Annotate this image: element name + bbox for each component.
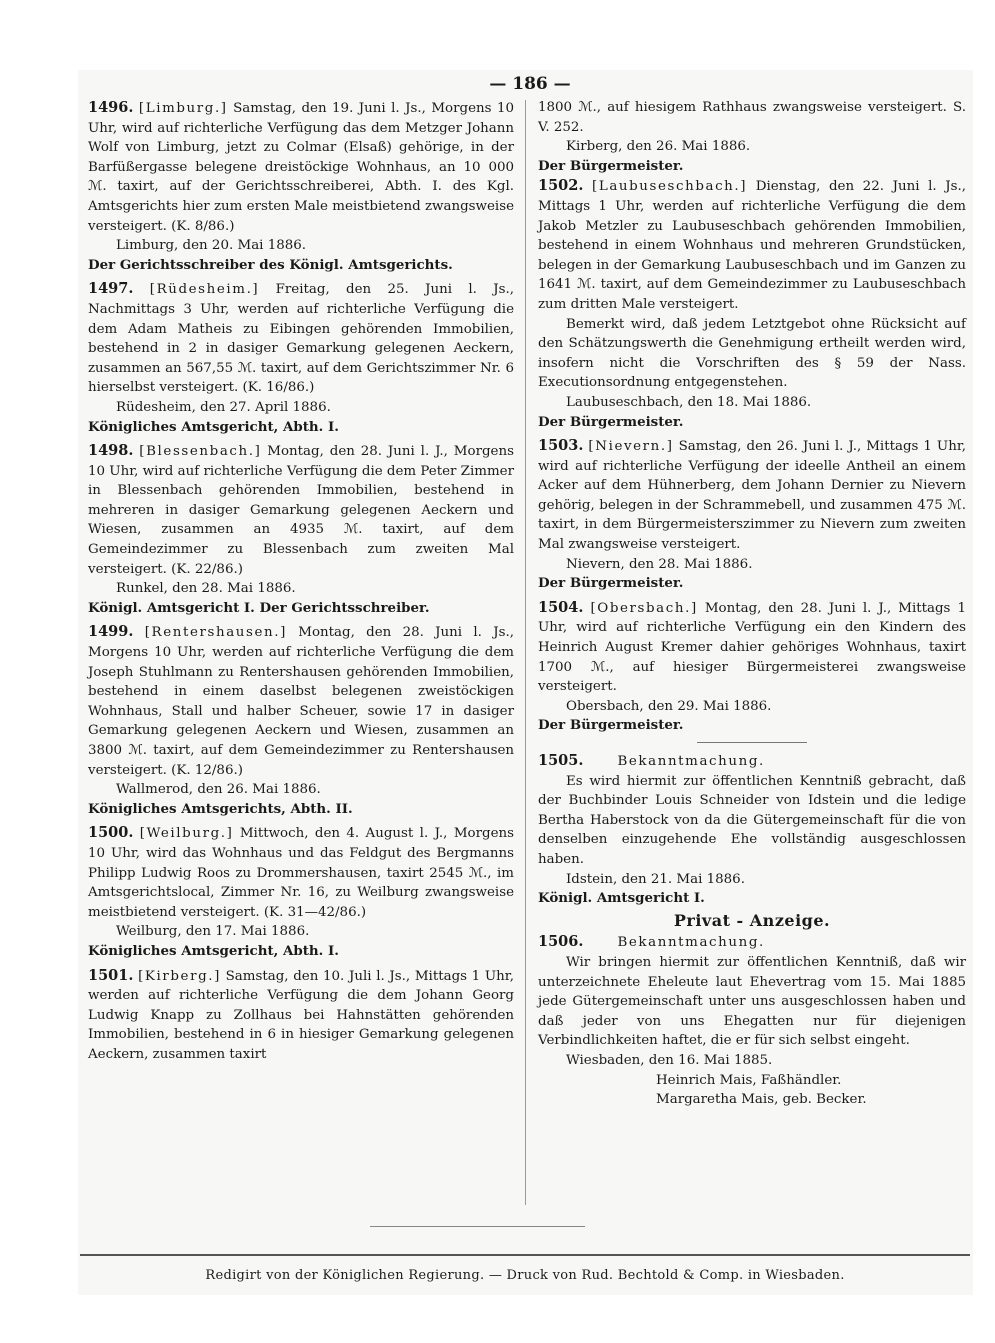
notice-place-date: Idstein, den 21. Mai 1886. [566,871,745,887]
notice-1503 [538,436,966,594]
notice-1506 [538,932,966,1109]
notice-place: [Rüdesheim.] [149,282,260,298]
notice-place-date: Limburg, den 20. Mai 1886. [116,238,307,254]
notice-text: Mittwoch, den 4. August l. J., Morgens 10 Uhr, wird das Wohnhaus und das Feldgut des Bergmanns Philipp Ludwig Roos zu Drommershausen, taxirt 2545 ℳ., im Amtsgerichtslocal, Zimmer Nr. 16, zu Weilburg zwangsweise meistbietend versteigert. (K. 31—42/86.) [88,826,514,920]
notice-text: Montag, den 28. Juni l. J., Morgens 10 Uhr, wird auf richterliche Verfügung die dem Peter Zimmer in Blessenbach gehörenden Immobilien, bestehend in mehreren in dasiger Gemarkung gelegenen Aeckern und Wiesen, zusammen an 4935 ℳ. taxirt, auf dem Gemeindezimmer zu Blessenbach zum zweiten Mal versteigert. (K. 22/86.) [88,444,514,577]
notice-text: Es wird hiermit zur öffentlichen Kenntniß gebracht, daß der Buchbinder Louis Schneider von Idstein und die ledige Bertha Haberstock von da die Gütergemeinschaft für die von denselben einzugehende Ehe vollständig ausgeschlossen haben. [538,773,966,867]
notice-text: Montag, den 28. Juni l. J., Mittags 1 Uhr, wird auf richterliche Verfügung ein den Kindern des Heinrich August Kremer dahier gehöriges Wohnhaus, taxirt 1700 ℳ., auf hiesiger Bürgermeisterei zwangsweise versteigert. [538,600,966,695]
signer-name: Margaretha Mais, geb. Becker. [656,1092,867,1108]
notice-1502 [538,176,966,432]
notice-remark: Bemerkt wird, daß jedem Letztgebot ohne Rücksicht auf den Schätzungswerth die Genehmigung ertheilt werden wird, insofern nicht die Vorschriften des § 59 der Nass. Executionsordnung entgegenstehen. [538,316,966,391]
notice-place: [Laubuseschbach.] [592,179,748,195]
footer-short-rule [370,1226,585,1227]
notice-1496 [88,98,514,275]
notice-number: 1498. [88,442,134,460]
notice-number: 1499. [88,623,134,641]
footer-rule [80,1254,970,1256]
notice-number: 1496. [88,99,134,116]
notice-place: [Nievern.] [588,439,674,455]
notice-number: 1500. [88,824,134,842]
notice-number: 1501. [88,966,134,984]
notice-heading: Bekanntmachung. [617,754,765,769]
notice-signature: Der Bürgermeister. [538,717,684,734]
page-number: — 186 — [489,74,571,94]
notice-number: 1505. [538,752,584,769]
footer-imprint: Redigirt von der Königlichen Regierung. — Druck von Rud. Bechtold & Comp. in Wiesbaden. [205,1268,845,1283]
notice-place-date: Laubuseschbach, den 18. Mai 1886. [566,394,812,410]
notice-place-date: Runkel, den 28. Mai 1886. [116,581,296,597]
notice-1505 [538,751,966,909]
notice-text: Montag, den 28. Juni l. Js., Morgens 10 Uhr, werden auf richterliche Verfügung die dem Joseph Stuhlmann zu Rentershausen gehörenden Immobilien, bestehend in einem daselbst belegenen zweistöckigen Wohnhaus, Stall und halber Scheuer, sowie 17 in dasiger Gemarkung gelegenen Aeckern und Wiesen, zusammen an 3800 ℳ. taxirt, auf dem Gemeindezimmer zu Rentershausen versteigert. (K. 12/86.) [88,625,515,778]
notice-place-date: Obersbach, den 29. Mai 1886. [566,698,772,714]
notice-text: Wir bringen hiermit zur öffentlichen Kenntniß, daß wir unterzeichnete Eheleute laut Ehevertrag vom 15. Mai 1885 jede Gütergemeinschaft unter uns ausgeschlossen haben und daß jeder von uns Ehegatten nur für diejenigen Verbindlichkeiten haftet, die er für sich selbst eingeht. [538,954,966,1049]
notice-1498 [88,441,514,618]
notice-signature: Der Bürgermeister. [538,413,684,430]
notice-1501 [88,966,514,1065]
notice-place-date: Rüdesheim, den 27. April 1886. [116,399,331,415]
notice-signature: Der Bürgermeister. [538,575,684,592]
notice-signature: Der Gerichtsschreiber des Königl. Amtsgerichts. [88,256,453,273]
notice-text: Samstag, den 26. Juni l. J., Mittags 1 Uhr, wird auf richterliche Verfügung der ideelle Antheil an einem Acker auf dem Hühnerberg, dem Johann Dernier zu Nievern gehörig, belegen in der Schrammebell, und zusammen 475 ℳ. taxirt, in dem Bürgermeisterszimmer zu Nievern zum zweiten Mal zwangsweise versteigert. [538,439,967,553]
column-divider [525,100,526,1205]
notice-text: 1800 ℳ., auf hiesigem Rathhaus zwangsweise versteigert. S. V. 252. [538,100,966,135]
notice-signature: Der Bürgermeister. [538,157,684,174]
notice-1497 [88,279,514,437]
notice-place: [Blessenbach.] [139,444,262,460]
notice-1500 [88,823,514,961]
notice-1499 [88,622,514,819]
notice-1504 [538,598,966,736]
notice-place-date: Kirberg, den 26. Mai 1886. [566,139,751,155]
notice-place: [Obersbach.] [590,600,698,616]
notice-place-date: Weilburg, den 17. Mai 1886. [116,924,310,940]
notice-number: 1503. [538,437,584,455]
notice-number: 1502. [538,177,584,195]
notice-text: Samstag, den 10. Juli l. Js., Mittags 1 Uhr, werden auf richterliche Verfügung die dem Johann Georg Ludwig Knapp zu Zollhaus bei Hahnstätten gehörenden Immobilien, bestehend in 6 in hiesiger Gemarkung gelegenen Aeckern, zusammen taxirt [88,968,514,1062]
right-column [538,98,966,1110]
notice-place: [Kirberg.] [138,968,221,984]
section-divider [697,742,807,743]
notice-place-date: Nievern, den 28. Mai 1886. [566,556,753,572]
notice-text: Freitag, den 25. Juni l. Js., Nachmittags 3 Uhr, werden auf richterliche Verfügung die dem Adam Matheis zu Eibingen gehörenden Immobilien, bestehend in 2 in dasiger Gemarkung gelegenen Aeckern, zusammen an 567,55 ℳ. taxirt, auf dem Gerichtszimmer Nr. 6 hierselbst versteigert. (K. 16/86.) [88,282,514,396]
signer-name: Heinrich Mais, Faßhändler. [656,1072,842,1088]
notice-signature: Königliches Amtsgericht, Abth. I. [88,942,339,959]
notice-number: 1506. [538,933,584,951]
notice-text: Dienstag, den 22. Juni l. Js., Mittags 1 Uhr, werden auf richterliche Verfügung die dem Jakob Metzler zu Laubuseschbach gehörenden Immobilien, bestehend in einem Wohnhaus und mehreren Grundstücken, belegen in der Gemarkung Laubuseschbach und im Ganzen zu 1641 ℳ. taxirt, auf dem Gemeindezimmer zu Laubuseschbach zum dritten Male versteigert. [538,179,966,312]
notice-place: [Weilburg.] [139,826,234,842]
notice-place-date: Wiesbaden, den 16. Mai 1885. [566,1052,773,1068]
notice-1501-continued [538,98,966,176]
notice-signature: Königl. Amtsgericht I. Der Gerichtsschreiber. [88,599,430,616]
notice-place-date: Wallmerod, den 26. Mai 1886. [116,782,321,798]
notice-signature: Königliches Amtsgerichts, Abth. II. [88,800,353,817]
left-column [88,98,514,1065]
private-ads-heading: Privat - Anzeige. [673,910,831,930]
notice-number: 1504. [538,598,584,616]
notice-signature: Königl. Amtsgericht I. [538,890,705,907]
notice-place: [Limburg.] [138,101,228,116]
notice-place: [Rentershausen.] [144,625,287,641]
notice-heading: Bekanntmachung. [617,935,765,951]
notice-number: 1497. [88,280,134,298]
notice-text: Samstag, den 19. Juni l. Js., Morgens 10 Uhr, wird auf richterliche Verfügung das dem Metzger Johann Wolf von Limburg, jetzt zu Colmar (Elsaß) gehörige, in der Barfüßergasse belegene dreistöckige Wohnhaus, an 10 000 ℳ. taxirt, auf der Gerichtsschreiberei, Abth. I. des Kgl. Amtsgerichts hier zum ersten Male meistbietend zwangsweise versteigert. (K. 8/86.) [88,101,515,234]
notice-signature: Königliches Amtsgericht, Abth. I. [88,418,339,435]
